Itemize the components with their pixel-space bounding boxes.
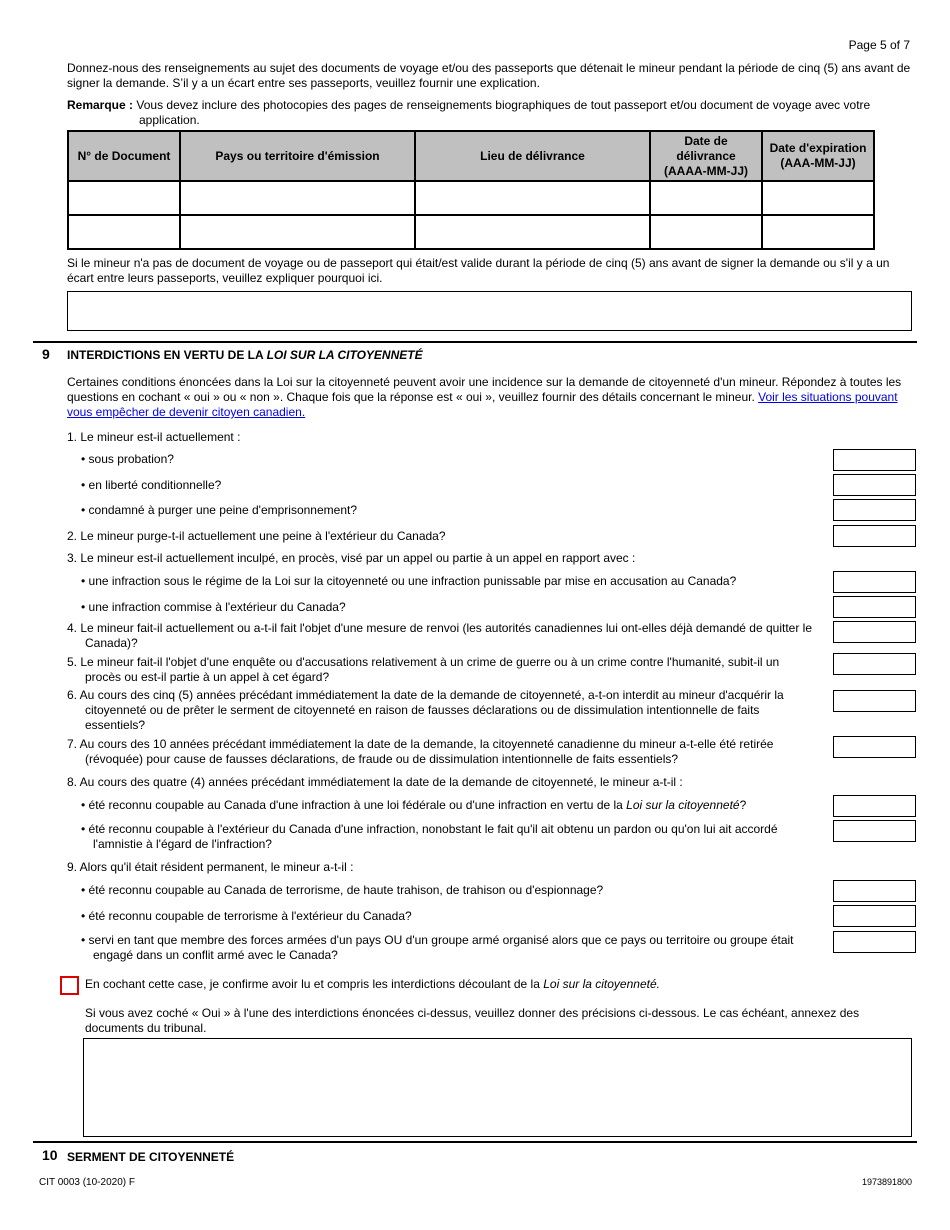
table-cell-input[interactable] (650, 215, 762, 249)
answer-field-4[interactable] (833, 621, 916, 643)
question-8 (67, 775, 817, 790)
question-7 (67, 737, 817, 767)
answer-field-3b[interactable] (833, 596, 916, 618)
confirmation-italic: Loi sur la citoyenneté. (543, 977, 660, 991)
question-5 (67, 655, 817, 685)
question-2-text: 2. Le mineur purge-t-il actuellement une peine à l'extérieur du Canada? (67, 529, 446, 543)
table-cell-input[interactable] (415, 181, 650, 215)
section-10-number: 10 (42, 1147, 58, 1163)
question-8a-text: • été reconnu coupable au Canada d'une infraction à une loi fédérale ou d'une infraction en vertu de la (81, 798, 627, 812)
confirmation-checkbox[interactable] (60, 976, 79, 995)
header-document-number: N° de Document (68, 131, 180, 181)
question-8a-italic: Loi sur la citoyenneté (626, 798, 740, 812)
question-1c: • condamné à purger une peine d'emprisonnement? (81, 503, 358, 517)
travel-docs-intro: Donnez-nous des renseignements au sujet des documents de voyage et/ou des passeports que détenait le mineur pendant la période de cinq (5) ans avant de signer la demande. S’il y a un écart entre ses passeports, veuillez fournir une explication. (67, 61, 911, 90)
question-9a: • été reconnu coupable au Canada de terrorisme, de haute trahison, de trahison ou d'espionnage? (81, 883, 604, 897)
question-7-text: 7. Au cours des 10 années précédant immédiatement la date de la demande, la citoyenneté canadienne du mineur a-t-elle été retirée (révoquée) pour cause de fausses déclarations, de fraude ou de dissimulation intentionnelle de faits essentiels? (67, 737, 774, 766)
table-cell-input[interactable] (415, 215, 650, 249)
section-9-number: 9 (42, 346, 50, 362)
section-divider (33, 341, 917, 343)
question-9-text: 9. Alors qu'il était résident permanent, le mineur a-t-il : (67, 860, 354, 874)
answer-field-9b[interactable] (833, 905, 916, 927)
question-1a: • sous probation? (81, 452, 174, 466)
table-cell-input[interactable] (762, 215, 874, 249)
question-1b: • en liberté conditionnelle? (81, 478, 222, 492)
question-3b: • une infraction commise à l'extérieur du Canada? (81, 600, 346, 614)
question-3-text: 3. Le mineur est-il actuellement inculpé, en procès, visé par un appel ou partie à un appel en rapport avec : (67, 551, 636, 565)
table-row (68, 181, 874, 215)
question-9 (67, 860, 817, 875)
answer-field-8b[interactable] (833, 820, 916, 842)
answer-field-1b[interactable] (833, 474, 916, 496)
answer-field-9a[interactable] (833, 880, 916, 902)
header-expiry-date: Date d'expiration (AAA-MM-JJ) (762, 131, 874, 181)
question-3a: • une infraction sous le régime de la Loi sur la citoyenneté ou une infraction punissable par mise en accusation au Canada? (81, 574, 737, 588)
question-8a-suffix: ? (739, 798, 747, 812)
answer-field-1c[interactable] (833, 499, 916, 521)
confirmation-label (85, 977, 660, 991)
section-divider (33, 1141, 917, 1143)
question-4 (67, 621, 817, 651)
question-9b: • été reconnu coupable de terrorisme à l'extérieur du Canada? (81, 909, 412, 923)
table-cell-input[interactable] (180, 181, 415, 215)
answer-field-1a[interactable] (833, 449, 916, 471)
prohibitions-info-link[interactable]: Voir les situations pouvant vous empêcher de devenir citoyen canadien. (67, 390, 898, 419)
confirmation-text: En cochant cette case, je confirme avoir lu et compris les interdictions découlant de la (85, 977, 544, 991)
answer-field-2[interactable] (833, 525, 916, 547)
question-4-text: 4. Le mineur fait-il actuellement ou a-t-il fait l'objet d'une mesure de renvoi (les autorités canadiennes lui ont-elles déjà demandé de quitter le Canada)? (67, 621, 813, 650)
answer-field-3a[interactable] (833, 571, 916, 593)
section-9-title-text: INTERDICTIONS EN VERTU DE LA (67, 348, 267, 362)
remark-label: Remarque : (67, 98, 134, 112)
section-9-title-italic: LOI SUR LA CITOYENNETÉ (266, 348, 423, 362)
section-9-title (67, 348, 423, 362)
question-9c: • servi en tant que membre des forces armées d'un pays OU d'un groupe armé organisé alors que ce pays ou territoire ou groupe était engagé dans un conflit armé avec le Canada? (81, 933, 794, 962)
table-cell-input[interactable] (762, 181, 874, 215)
answer-field-8a[interactable] (833, 795, 916, 817)
question-8-text: 8. Au cours des quatre (4) années précédant immédiatement la date de la demande de citoyenneté, le mineur a-t-il : (67, 775, 683, 789)
table-cell-input[interactable] (68, 181, 180, 215)
barcode-number: 1973891800 (861, 1177, 912, 1187)
no-document-explanation-field[interactable] (67, 291, 912, 331)
header-place-of-issue: Lieu de délivrance (415, 131, 650, 181)
remark-text: Vous devez inclure des photocopies des pages de renseignements biographiques de tout passeport et/ou document de voyage avec votre application. (136, 98, 871, 127)
section-10-title: SERMENT DE CITOYENNETÉ (67, 1150, 235, 1164)
question-8b: • été reconnu coupable à l'extérieur du Canada d'une infraction, nonobstant le fait qu'il ait obtenu un pardon ou qu'on lui ait accordé l'amnistie à l'égard de l'infraction? (81, 822, 778, 851)
details-instructions: Si vous avez coché « Oui » à l'une des interdictions énoncées ci-dessus, veuillez donner des précisions ci-dessous. Le cas échéant, annexez des documents du tribunal. (85, 1006, 860, 1035)
answer-field-9c[interactable] (833, 931, 916, 953)
details-field[interactable] (83, 1038, 912, 1137)
table-cell-input[interactable] (68, 215, 180, 249)
no-document-instructions: Si le mineur n'a pas de document de voyage ou de passeport qui était/est valide durant la période de cinq (5) ans avant de signer la demande ou s'il y a un écart entre leurs passeports, veuillez expliquer pourquoi ici. (67, 256, 890, 285)
table-row (68, 215, 874, 249)
answer-field-6[interactable] (833, 690, 916, 712)
question-8a (81, 798, 823, 813)
question-3 (67, 551, 817, 566)
question-2 (67, 529, 817, 544)
question-6 (67, 688, 817, 733)
section-9-intro (67, 375, 912, 420)
form-code: CIT 0003 (10-2020) F (39, 1177, 135, 1188)
page-label: Page 5 of 7 (848, 38, 910, 52)
header-issue-date: Date de délivrance (AAAA-MM-JJ) (650, 131, 762, 181)
section-9-intro-text: Certaines conditions énoncées dans la Loi sur la citoyenneté peuvent avoir une incidence sur la demande de citoyenneté d'un mineur. Répondez à toutes les questions en cochant « oui » ou « non ». Chaque fois que la réponse est « oui », veuillez fournir des détails concernant le mineur. (67, 375, 902, 404)
remark (67, 98, 912, 128)
table-cell-input[interactable] (650, 181, 762, 215)
question-1: 1. Le mineur est-il actuellement : (67, 430, 241, 444)
header-country: Pays ou territoire d'émission (180, 131, 415, 181)
table-cell-input[interactable] (180, 215, 415, 249)
question-6-text: 6. Au cours des cinq (5) années précédant immédiatement la date de la demande de citoyenneté, a-t-on interdit au mineur d'acquérir la citoyenneté ou de prêter le serment de citoyenneté en raison de fausses déclarations ou de dissimulation intentionnelle de faits essentiels? (67, 688, 784, 732)
answer-field-5[interactable] (833, 653, 916, 675)
question-5-text: 5. Le mineur fait-il l'objet d'une enquête ou d'accusations relativement à un crime de guerre ou à un crime contre l'humanité, subit-il un procès ou est-il partie à un appel à cet égard? (67, 655, 780, 684)
answer-field-7[interactable] (833, 736, 916, 758)
travel-documents-table (67, 130, 875, 250)
